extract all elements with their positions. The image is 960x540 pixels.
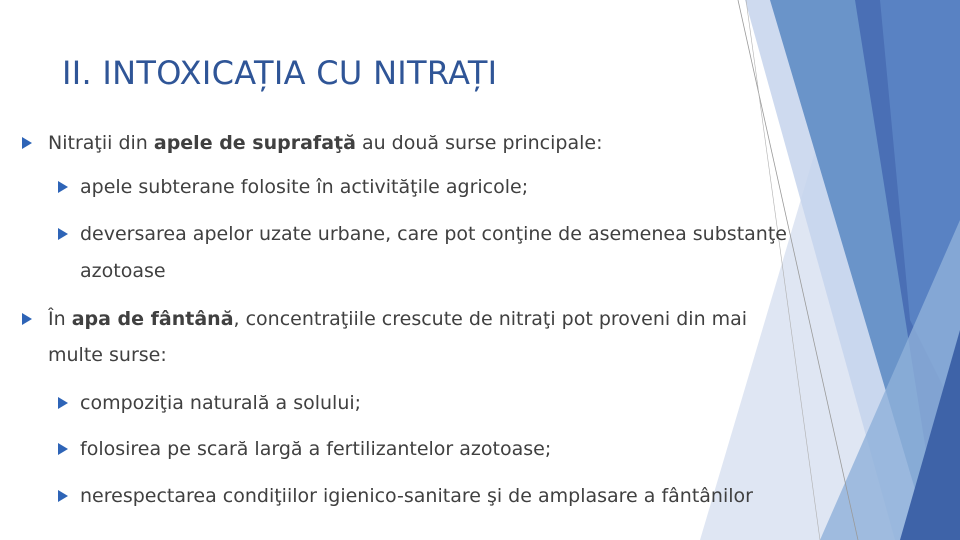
paragraph-1 bbox=[48, 131, 602, 155]
paragraph-2-cont: multe surse: bbox=[48, 344, 167, 366]
sub-item-2: deversarea apelor uzate urbane, care pot conţine de asemenea substanţe bbox=[80, 223, 787, 245]
paragraph-2-bold: apa de fântână bbox=[71, 308, 234, 330]
paragraph-2-post: , concentraţiile crescute de nitraţi pot proveni din mai bbox=[233, 308, 748, 330]
sub-item-2-cont: azotoase bbox=[80, 260, 166, 282]
bullet-icon bbox=[22, 313, 32, 325]
sub-bullet-icon bbox=[58, 443, 68, 455]
paragraph-1-bold: apele de suprafaţă bbox=[153, 132, 356, 154]
bullet-icon bbox=[22, 137, 32, 149]
sub-bullet-icon bbox=[58, 397, 68, 409]
sub-item-3: compoziţia naturală a solului; bbox=[80, 392, 362, 414]
paragraph-1-pre: Nitraţii din bbox=[48, 132, 154, 154]
sub-bullet-icon bbox=[58, 181, 68, 193]
paragraph-1-post: au două surse principale: bbox=[355, 132, 603, 154]
sub-bullet-icon bbox=[58, 490, 68, 502]
sub-item-1: apele subterane folosite în activităţile agricole; bbox=[80, 176, 529, 198]
sub-bullet-icon bbox=[58, 228, 68, 240]
sub-item-5: nerespectarea condiţiilor igienico-sanitare şi de amplasare a fântânilor bbox=[80, 485, 753, 507]
paragraph-2-pre: În bbox=[48, 308, 72, 330]
paragraph-2 bbox=[48, 307, 747, 331]
slide-title: II. INTOXICAȚIA CU NITRAȚI bbox=[62, 54, 498, 92]
sub-item-4: folosirea pe scară largă a fertilizantelor azotoase; bbox=[80, 438, 552, 460]
